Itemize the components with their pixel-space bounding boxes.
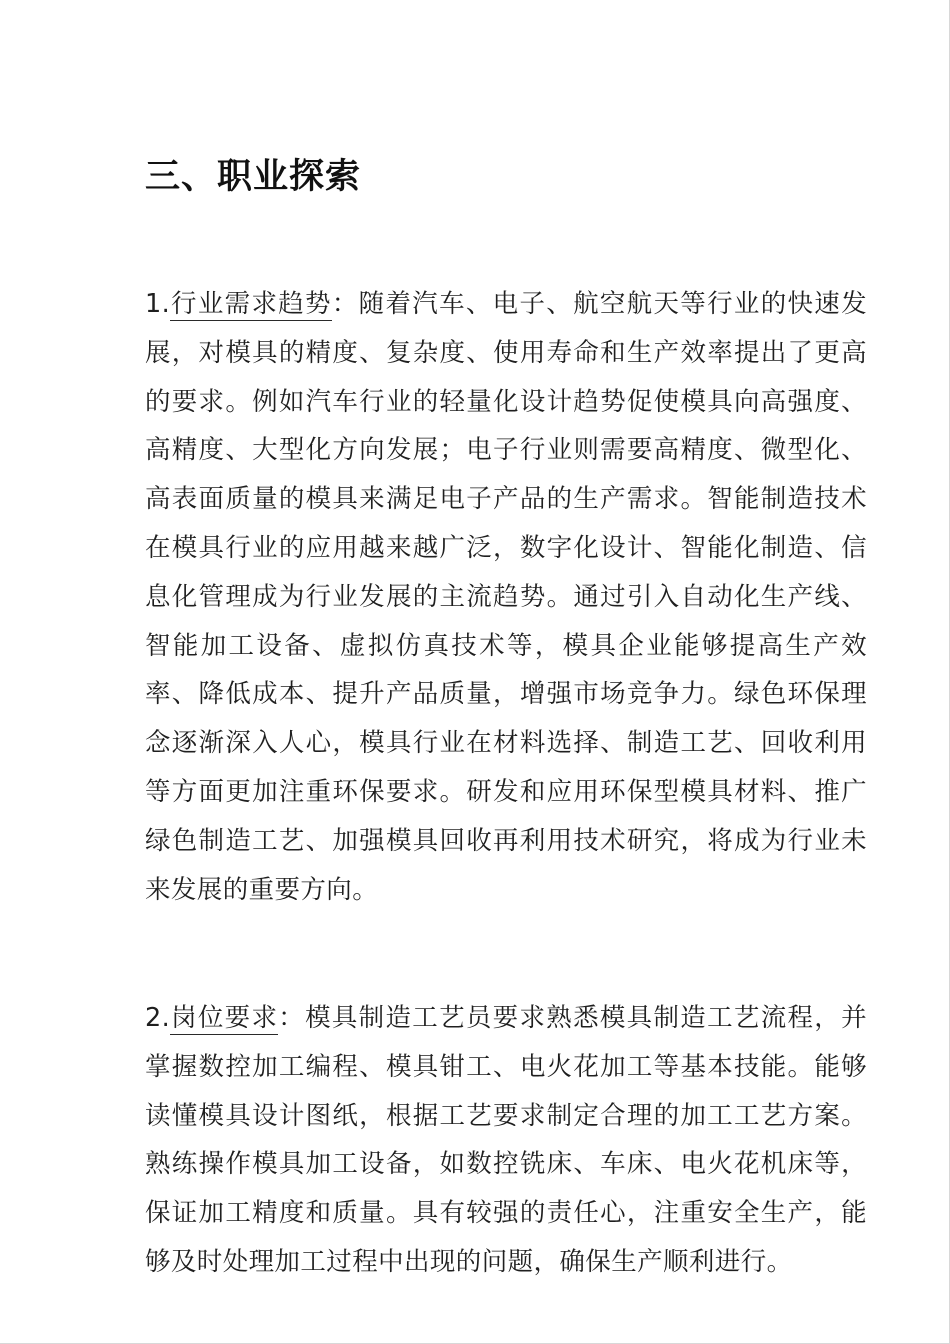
paragraph-number: 2. bbox=[145, 1003, 171, 1033]
paragraph-industry-demand bbox=[145, 280, 867, 914]
paragraph-term: 岗位要求 bbox=[170, 1003, 279, 1033]
section-title: 三、职业探索 bbox=[145, 157, 362, 197]
paragraph-term: 行业需求趋势 bbox=[170, 289, 332, 319]
paragraph-number: 1. bbox=[145, 289, 171, 319]
term-separator: ： bbox=[331, 289, 359, 319]
paragraph-text: 模具制造工艺员要求熟悉模具制造工艺流程，并掌握数控加工编程、模具钳工、电火花加工等基本技能。能够读懂模具设计图纸，根据工艺要求制定合理的加工工艺方案。熟练操作模具加工设备，如数控铣床、车床、电火花机床等，保证加工精度和质量。具有较强的责任心，注重安全生产，能够及时处理加工过程中出现的问题，确保生产顺利进行。 bbox=[145, 1003, 867, 1277]
term-separator: ： bbox=[278, 1003, 306, 1033]
paragraph-job-requirements bbox=[145, 994, 867, 1287]
paragraph-text: 随着汽车、电子、航空航天等行业的快速发展，对模具的精度、复杂度、使用寿命和生产效率提出了更高的要求。例如汽车行业的轻量化设计趋势促使模具向高强度、高精度、大型化方向发展；电子行业则需要高精度、微型化、高表面质量的模具来满足电子产品的生产需求。智能制造技术在模具行业的应用越来越广泛，数字化设计、智能化制造、信息化管理成为行业发展的主流趋势。通过引入自动化生产线、智能加工设备、虚拟仿真技术等，模具企业能够提高生产效率、降低成本、提升产品质量，增强市场竞争力。绿色环保理念逐渐深入人心，模具行业在材料选择、制造工艺、回收利用等方面更加注重环保要求。研发和应用环保型模具材料、推广绿色制造工艺、加强模具回收再利用技术研究，将成为行业未来发展的重要方向。 bbox=[145, 289, 867, 905]
